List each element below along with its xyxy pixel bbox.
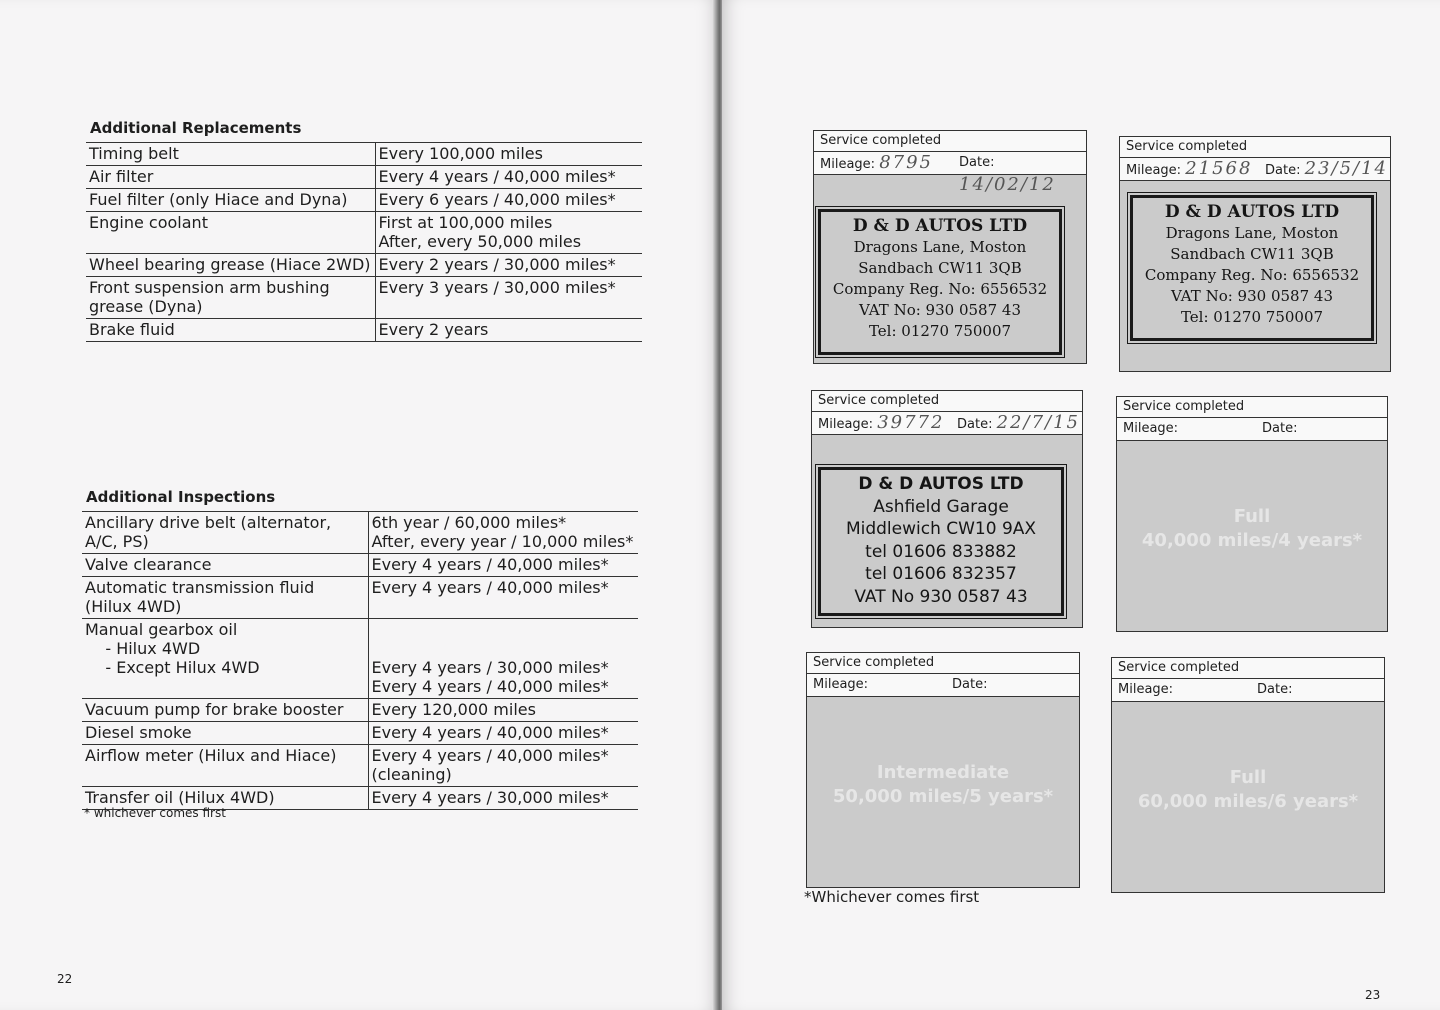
stamp-line: Company Reg. No: 6556532 bbox=[1144, 266, 1360, 284]
date-label: Date: bbox=[1257, 682, 1293, 697]
item-cell: Brake fluid bbox=[86, 319, 375, 342]
inspections-table bbox=[82, 511, 638, 810]
service-watermark-title: Full bbox=[1233, 506, 1271, 527]
service-watermark-interval: 50,000 miles/5 years* bbox=[832, 786, 1054, 807]
service-box-6 bbox=[1111, 657, 1385, 893]
mileage-date-row bbox=[814, 152, 1086, 195]
table-row bbox=[86, 254, 642, 277]
mileage-date-row bbox=[1117, 418, 1387, 441]
interval-cell: Every 4 years / 40,000 miles* bbox=[368, 554, 638, 577]
table-row bbox=[82, 722, 638, 745]
stamp-line: Dragons Lane, Moston bbox=[853, 238, 1027, 256]
stamp-line: tel 01606 833882 bbox=[865, 541, 1017, 562]
service-box-5 bbox=[806, 652, 1080, 888]
stamp-company-name: D & D AUTOS LTD bbox=[858, 474, 1024, 494]
table-row bbox=[86, 189, 642, 212]
mileage-label: Mileage: bbox=[818, 417, 874, 432]
item-cell: Diesel smoke bbox=[82, 722, 368, 745]
table-row bbox=[82, 577, 638, 619]
mileage-label: Mileage: bbox=[1123, 421, 1179, 436]
mileage-handwritten: 8795 bbox=[879, 152, 933, 173]
interval-cell: Every 4 years / 30,000 miles* Every 4 years / 40,000 miles* bbox=[368, 619, 638, 699]
service-box-header: Service completed bbox=[1117, 397, 1387, 418]
service-box-2 bbox=[1119, 136, 1391, 372]
mileage-label: Mileage: bbox=[813, 677, 869, 692]
page-number-right: 23 bbox=[1365, 988, 1381, 1002]
replacements-title: Additional Replacements bbox=[90, 119, 302, 137]
stamp-line: tel 01606 832357 bbox=[865, 564, 1017, 584]
table-row bbox=[82, 512, 638, 554]
stamp-line: Dragons Lane, Moston bbox=[1165, 224, 1339, 242]
stamp-company-name: D & D AUTOS LTD bbox=[852, 216, 1028, 236]
interval-cell: Every 4 years / 40,000 miles* bbox=[375, 166, 642, 189]
mileage-date-row bbox=[812, 412, 1082, 435]
date-handwritten: 22/7/15 bbox=[996, 412, 1080, 433]
date-label: Date: bbox=[1262, 421, 1298, 436]
table-row bbox=[82, 745, 638, 787]
item-cell: Timing belt bbox=[86, 143, 375, 166]
stamp-line: Sandbach CW11 3QB bbox=[858, 259, 1022, 277]
mileage-label: Mileage: bbox=[1126, 163, 1182, 178]
interval-cell: Every 4 years / 40,000 miles* (cleaning) bbox=[368, 745, 638, 787]
table-row bbox=[86, 212, 642, 254]
item-cell: Air filter bbox=[86, 166, 375, 189]
stamp-line: VAT No: 930 0587 43 bbox=[1170, 287, 1333, 305]
date-label: Date: bbox=[952, 677, 988, 692]
item-cell: Front suspension arm bushing grease (Dyna) bbox=[86, 277, 375, 319]
stamp-line: Company Reg. No: 6556532 bbox=[832, 280, 1048, 298]
interval-cell: Every 4 years / 40,000 miles* bbox=[368, 722, 638, 745]
inspections-title: Additional Inspections bbox=[86, 488, 276, 506]
interval-cell: Every 6 years / 40,000 miles* bbox=[375, 189, 642, 212]
page-number-left: 22 bbox=[57, 972, 73, 986]
stamp-line: Middlewich CW10 9AX bbox=[845, 519, 1037, 539]
service-box-1 bbox=[813, 130, 1087, 364]
stamp-company-name: D & D AUTOS LTD bbox=[1164, 202, 1340, 222]
stamp-line: Sandbach CW11 3QB bbox=[1170, 245, 1334, 263]
service-box-header: Service completed bbox=[807, 653, 1079, 674]
date-label: Date: bbox=[959, 155, 995, 170]
replacements-table bbox=[86, 142, 642, 342]
service-watermark-title: Intermediate bbox=[876, 762, 1010, 783]
interval-cell: Every 100,000 miles bbox=[375, 143, 642, 166]
interval-cell: Every 4 years / 30,000 miles* bbox=[368, 787, 638, 810]
item-cell: Fuel filter (only Hiace and Dyna) bbox=[86, 189, 375, 212]
interval-cell: First at 100,000 miles After, every 50,000 miles bbox=[375, 212, 642, 254]
service-box-header: Service completed bbox=[812, 391, 1082, 412]
stamp-line: Ashfield Garage bbox=[873, 496, 1009, 517]
mileage-label: Mileage: bbox=[1118, 682, 1174, 697]
mileage-date-row bbox=[1120, 158, 1390, 181]
date-label: Date: bbox=[957, 417, 993, 432]
item-cell: Ancillary drive belt (alternator, A/C, PS) bbox=[82, 512, 368, 554]
interval-cell: Every 2 years bbox=[375, 319, 642, 342]
item-cell: Manual gearbox oil - Hilux 4WD - Except Hilux 4WD bbox=[82, 619, 368, 699]
mileage-handwritten: 39772 bbox=[877, 412, 945, 433]
interval-cell: Every 2 years / 30,000 miles* bbox=[375, 254, 642, 277]
date-label: Date: bbox=[1265, 163, 1301, 178]
stamp-line: VAT No 930 0587 43 bbox=[854, 586, 1028, 607]
mileage-label: Mileage: bbox=[820, 157, 876, 172]
whichever-footnote: *Whichever comes first bbox=[804, 888, 980, 906]
service-watermark-interval: 60,000 miles/6 years* bbox=[1137, 791, 1359, 812]
interval-cell: Every 4 years / 40,000 miles* bbox=[368, 577, 638, 619]
table-row bbox=[82, 699, 638, 722]
garage-stamp bbox=[1130, 195, 1374, 341]
item-cell: Valve clearance bbox=[82, 554, 368, 577]
interval-cell: Every 120,000 miles bbox=[368, 699, 638, 722]
mileage-handwritten: 21568 bbox=[1185, 158, 1253, 179]
mileage-date-row bbox=[1112, 679, 1384, 702]
service-watermark-title: Full bbox=[1229, 767, 1267, 788]
right-page bbox=[722, 0, 1440, 1010]
whichever-note: * whichever comes first bbox=[84, 806, 226, 820]
table-row bbox=[86, 166, 642, 189]
item-cell: Vacuum pump for brake booster bbox=[82, 699, 368, 722]
item-cell: Automatic transmission fluid (Hilux 4WD) bbox=[82, 577, 368, 619]
service-box-header: Service completed bbox=[814, 131, 1086, 152]
table-row bbox=[86, 143, 642, 166]
stamp-line: Tel: 01270 750007 bbox=[868, 322, 1012, 340]
table-row bbox=[82, 619, 638, 699]
service-box-3 bbox=[811, 390, 1083, 628]
table-row bbox=[86, 277, 642, 319]
date-handwritten: 14/02/12 bbox=[959, 174, 1056, 195]
date-handwritten: 23/5/14 bbox=[1304, 158, 1388, 179]
left-page bbox=[0, 0, 718, 1010]
item-cell: Wheel bearing grease (Hiace 2WD) bbox=[86, 254, 375, 277]
service-box-header: Service completed bbox=[1112, 658, 1384, 679]
table-row bbox=[82, 554, 638, 577]
stamp-line: VAT No: 930 0587 43 bbox=[858, 301, 1021, 319]
stamp-line: Tel: 01270 750007 bbox=[1180, 308, 1324, 326]
service-box-header: Service completed bbox=[1120, 137, 1390, 158]
interval-cell: Every 3 years / 30,000 miles* bbox=[375, 277, 642, 319]
garage-stamp bbox=[818, 467, 1064, 616]
service-box-4 bbox=[1116, 396, 1388, 632]
item-cell: Airflow meter (Hilux and Hiace) bbox=[82, 745, 368, 787]
table-row bbox=[86, 319, 642, 342]
item-cell: Transfer oil (Hilux 4WD) bbox=[82, 787, 368, 810]
item-cell: Engine coolant bbox=[86, 212, 375, 254]
mileage-date-row bbox=[807, 674, 1079, 697]
garage-stamp bbox=[818, 209, 1062, 355]
interval-cell: 6th year / 60,000 miles* After, every year / 10,000 miles* bbox=[368, 512, 638, 554]
service-watermark-interval: 40,000 miles/4 years* bbox=[1141, 530, 1363, 551]
